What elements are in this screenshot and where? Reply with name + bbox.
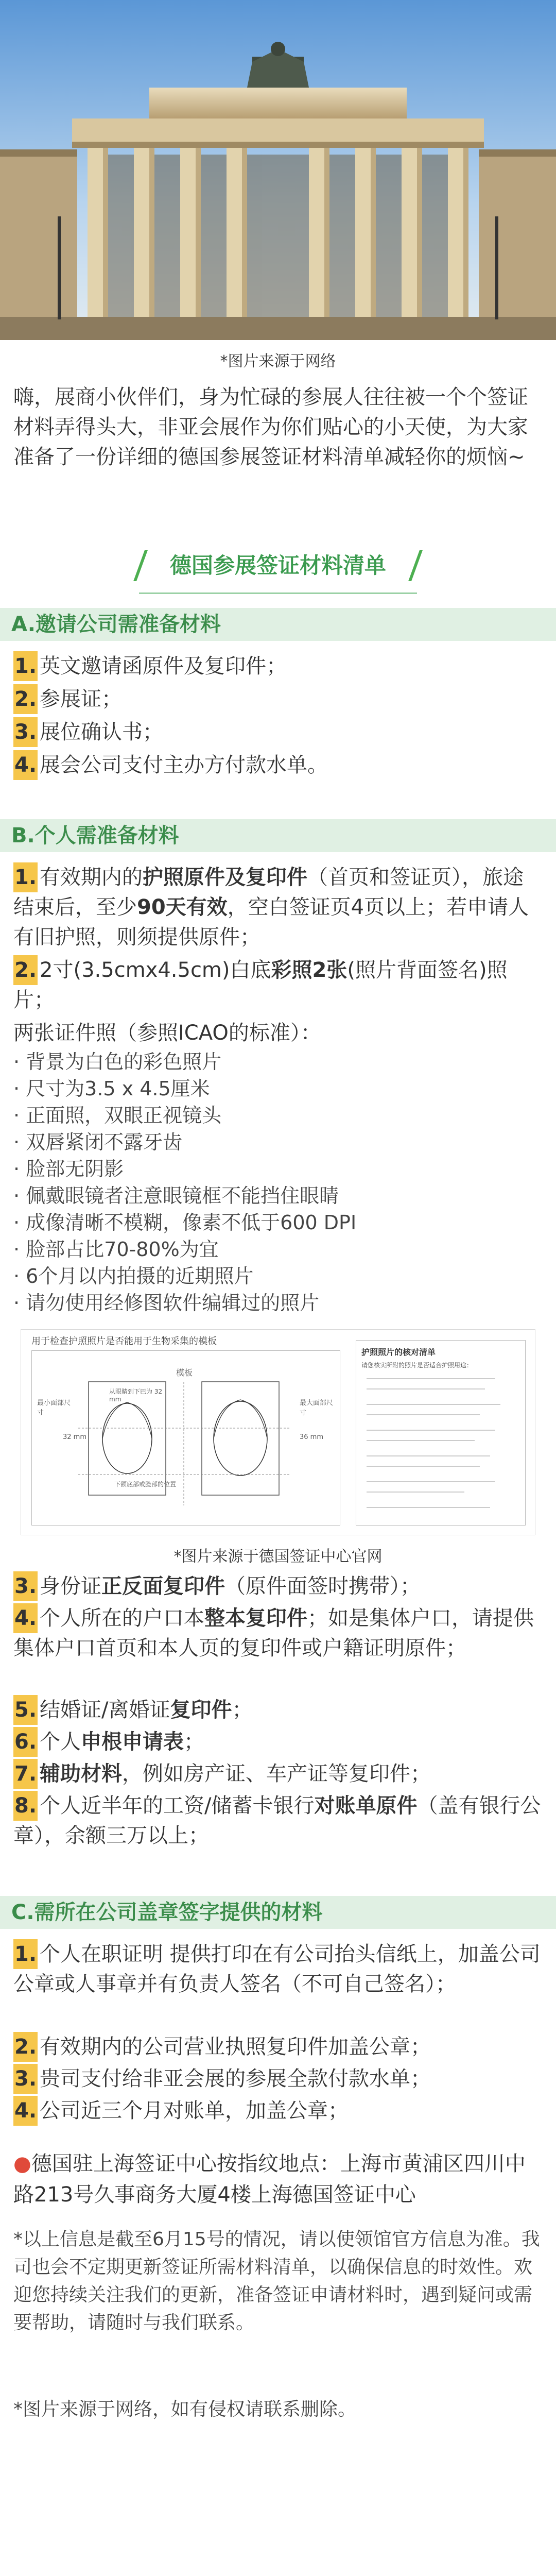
photo-rule: · 正面照，双眼正视镜头 (13, 1104, 222, 1127)
section-c-item (13, 2096, 544, 2126)
section-b-item-id (13, 1571, 544, 1601)
item-text: 有效期内的公司营业执照复印件加盖公章； (40, 2035, 431, 2059)
photo-rule: · 佩戴眼镜者注意眼镜框不能挡住眼睛 (13, 1184, 339, 1207)
item-text: 有效期内的 (40, 866, 143, 889)
item-text: 2寸(3.5cmx4.5cm)白底 (40, 958, 271, 982)
title-right-decoration (408, 550, 423, 581)
item-text: ； (232, 1698, 253, 1722)
item-bold: 申根申请表 (81, 1730, 184, 1754)
item-bold: 复印件 (170, 1698, 232, 1722)
section-a-item (13, 717, 544, 747)
item-number: 2. (13, 684, 38, 714)
section-b-item-hukou (13, 1603, 544, 1663)
item-number: 8. (13, 1791, 38, 1821)
section-b-item-form (13, 1727, 544, 1757)
item-text: 结婚证/离婚证 (40, 1698, 170, 1722)
item-text: （盖有银行公章），余额三万以上； (13, 1794, 541, 1848)
photo-rule: · 成像清晰不模糊，像素不低于600 DPI (13, 1211, 357, 1234)
title-underline (139, 592, 417, 594)
item-text: 个人所在的户口本 (40, 1606, 205, 1630)
section-a-item (13, 750, 544, 780)
title-left-decoration (133, 550, 148, 581)
photo-rule: · 尺寸为3.5 x 4.5厘米 (13, 1077, 210, 1100)
section-b-item-marriage (13, 1695, 544, 1725)
chin-position-label: 下颌底部或脸部的位置 (114, 1481, 177, 1488)
section-b-heading-text: B.个人需准备材料 (11, 824, 179, 848)
figure-caption: *图片来源于德国签证中心官网 (173, 1548, 383, 1566)
location-pin-icon: ● (13, 2152, 31, 2176)
section-b-item-passport (13, 862, 544, 952)
item-text: 参展证； (40, 687, 123, 711)
address-text: 德国驻上海签证中心按指纹地点：上海市黄浦区四川中路213号久事商务大厦4楼上海德国签证中心 (13, 2152, 526, 2207)
item-text: 个人在职证明 提供打印在有公司抬头信纸上，加盖公司公章或人事章并有负责人签名（不可自己签名）； (13, 1942, 541, 1996)
item-text: 展会公司支付主办方付款水单。 (40, 753, 328, 777)
intro-paragraph: 嗨，展商小伙伴们，身为忙碌的参展人往往被一个个签证材料弄得头大，非亚会展作为你们贴心的小天使，为大家准备了一份详细的德国参展签证材料清单减轻你的烦恼~ (13, 385, 528, 469)
main-title: 德国参展签证材料清单 (169, 553, 386, 578)
item-text: ，空白签证页4页以上；若申请人有旧护照，则须提供原件； (13, 895, 529, 949)
item-number: 4. (13, 2096, 38, 2126)
checklist-lines (361, 1374, 516, 1523)
item-bold: 护照原件及复印件 (143, 866, 308, 889)
item-text: 公司近三个月对账单，加盖公章； (40, 2099, 349, 2123)
section-c-heading-text: C.需所在公司盖章签字提供的材料 (11, 1901, 323, 1924)
photo-standard-intro: 两张证件照（参照ICAO的标准）： (13, 1021, 321, 1045)
item-bold: 90天有效 (137, 895, 228, 919)
photo-rule: · 请勿使用经修图软件编辑过的照片 (13, 1292, 320, 1314)
item-text: ； (184, 1730, 205, 1754)
section-a-item (13, 651, 544, 681)
template-label: 模板 (176, 1368, 193, 1378)
section-a-heading-text: A.邀请公司需准备材料 (11, 613, 221, 636)
hero-caption: *图片来源于网络 (220, 352, 336, 370)
checklist-title: 护照照片的核对清单 (361, 1347, 436, 1357)
max-face-label: 最大面部尺寸 (300, 1399, 334, 1417)
item-text: 个人近半年的工资/储蓄卡银行 (40, 1794, 315, 1818)
section-b-heading (0, 819, 556, 852)
item-text: ，例如房产证、车产证等复印件； (122, 1762, 431, 1786)
item-text: 贵司支付给非亚会展的参展全款付款水单； (40, 2067, 431, 2091)
item-number: 1. (13, 651, 38, 681)
item-text: 英文邀请函原件及复印件； (40, 654, 287, 678)
template-panel (31, 1350, 340, 1526)
section-b-item-aux (13, 1759, 544, 1789)
item-bold: 正反面复印件 (101, 1574, 225, 1598)
section-a-heading (0, 608, 556, 641)
item-number: 1. (13, 1939, 38, 1969)
item-number: 5. (13, 1695, 38, 1725)
disclaimer-note: *以上信息是截至6月15号的情况，请以使领馆官方信息为准。我司也会不定期更新签证所需材料清单，以确保信息的时效性。欢迎您持续关注我们的更新，准备签证申请材料时，遇到疑问或需要帮助，请随时与我们联系。 (13, 2229, 540, 2333)
item-bold: 对账单原件 (314, 1794, 418, 1818)
item-number: 3. (13, 2064, 38, 2094)
photo-rule: · 脸部无阴影 (13, 1158, 124, 1180)
min-face-label: 最小面部尺寸 (37, 1399, 71, 1417)
item-number: 6. (13, 1727, 38, 1757)
item-text: 个人 (40, 1730, 81, 1754)
dimension-32: 32 mm (63, 1433, 87, 1441)
item-text: （原件面签时携带）； (225, 1574, 421, 1598)
figure-left-title: 用于检查护照照片是否能用于生物采集的模板 (31, 1336, 217, 1347)
main-title-block (0, 541, 556, 590)
visa-center-address (13, 2148, 544, 2210)
section-c-heading (0, 1896, 556, 1929)
image-source-note: *图片来源于网络，如有侵权请联系删除。 (13, 2399, 357, 2420)
dimension-36: 36 mm (300, 1433, 324, 1441)
checklist-panel (356, 1340, 526, 1526)
item-number: 1. (13, 862, 38, 892)
section-c-item (13, 2064, 544, 2094)
photo-rule: · 脸部占比70-80%为宜 (13, 1238, 219, 1261)
photo-template-figure (21, 1329, 535, 1535)
item-bold: 彩照2张 (271, 958, 348, 982)
item-number: 4. (13, 1603, 38, 1633)
section-b-item-photo (13, 955, 544, 1015)
item-text: ；如是集体户口，请提供集体户口首页和本人页的复印件或户籍证明原件； (13, 1606, 534, 1660)
item-number: 4. (13, 750, 38, 780)
item-text: （首页和签证页），旅途结束后，至少 (13, 866, 524, 919)
face-outline-diagram (32, 1351, 341, 1526)
item-text: 身份证 (40, 1574, 102, 1598)
item-text: (照片背面签名)照片； (13, 958, 508, 1012)
item-number: 3. (13, 717, 38, 747)
section-a-item (13, 684, 544, 714)
item-number: 2. (13, 955, 38, 985)
item-number: 3. (13, 1571, 38, 1601)
photo-rule: · 6个月以内拍摄的近期照片 (13, 1265, 254, 1287)
item-number: 2. (13, 2032, 38, 2062)
photo-rule: · 背景为白色的彩色照片 (13, 1050, 222, 1073)
section-b-item-bank (13, 1791, 544, 1851)
photo-rule: · 双唇紧闭不露牙齿 (13, 1131, 183, 1154)
hero-image (0, 0, 556, 340)
item-bold: 整本复印件 (204, 1606, 308, 1630)
section-c-item (13, 1939, 544, 1999)
item-number: 7. (13, 1759, 38, 1789)
eye-chin-label: 从眼睛到下巴为 32 mm (109, 1388, 163, 1403)
checklist-subtitle: 请您核实所附的照片是否适合护照用途： (361, 1362, 473, 1369)
item-bold: 辅助材料 (40, 1762, 123, 1786)
brandenburg-gate-illustration (0, 0, 556, 340)
section-c-item (13, 2032, 544, 2062)
item-text: 展位确认书； (40, 720, 164, 744)
